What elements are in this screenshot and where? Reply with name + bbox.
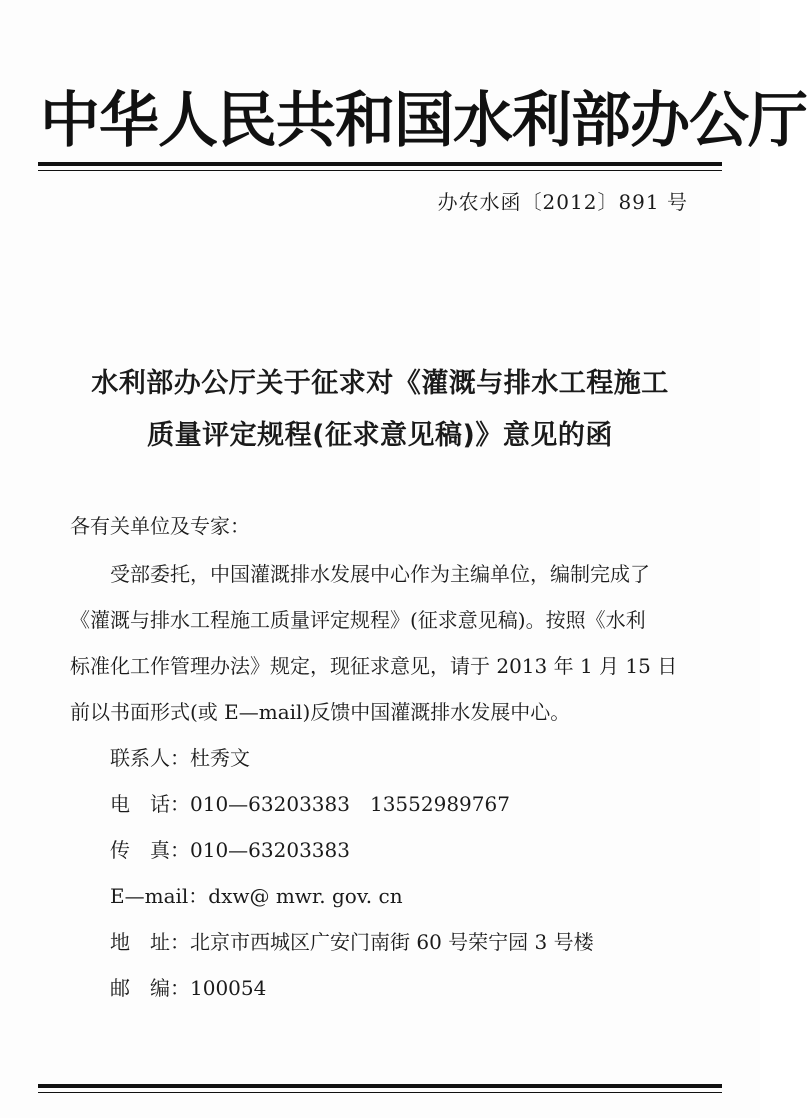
footer-rule-thick (38, 1084, 722, 1088)
letterhead-organization: 中华人民共和国水利部办公厅 (40, 86, 807, 156)
contact-address-value: 北京市西城区广安门南街 60 号荣宁园 3 号楼 (190, 930, 594, 954)
document-number: 办农水函〔2012〕891 号 (437, 190, 688, 214)
contact-person: 联系人：杜秀文 (110, 746, 250, 770)
contact-address (110, 928, 594, 956)
title-line-2: 质量评定规程(征求意见稿)》意见的函 (147, 420, 613, 451)
contact-phone-label: 电 话： (110, 792, 190, 816)
title-line-1: 水利部办公厅关于征求对《灌溉与排水工程施工 (91, 368, 669, 399)
paragraph-line: 受部委托，中国灌溉排水发展中心作为主编单位，编制完成了 (110, 562, 650, 586)
letterhead-rule-thin (38, 170, 722, 171)
salutation: 各有关单位及专家： (70, 514, 250, 538)
contact-phone-value: 010—63203383 13552989767 (190, 792, 510, 816)
paragraph-line: 标准化工作管理办法》规定，现征求意见，请于 2013 年 1 月 15 日 (70, 654, 678, 678)
paragraph-line: 《灌溉与排水工程施工质量评定规程》(征求意见稿)。按照《水利 (70, 608, 646, 632)
contact-address-label: 地 址： (110, 930, 190, 954)
contact-postcode-value: 100054 (190, 976, 267, 1000)
contact-fax (110, 836, 350, 864)
contact-email: E—mail：dxw@ mwr. gov. cn (110, 884, 403, 908)
footer-rule-thin (38, 1092, 722, 1093)
letterhead-rule-thick (38, 162, 722, 166)
paragraph-line: 前以书面形式(或 E—mail)反馈中国灌溉排水发展中心。 (70, 700, 571, 724)
contact-fax-label: 传 真： (110, 838, 190, 862)
contact-phone (110, 790, 510, 818)
contact-postcode (110, 974, 266, 1002)
contact-postcode-label: 邮 编： (110, 976, 190, 1000)
contact-fax-value: 010—63203383 (190, 838, 350, 862)
